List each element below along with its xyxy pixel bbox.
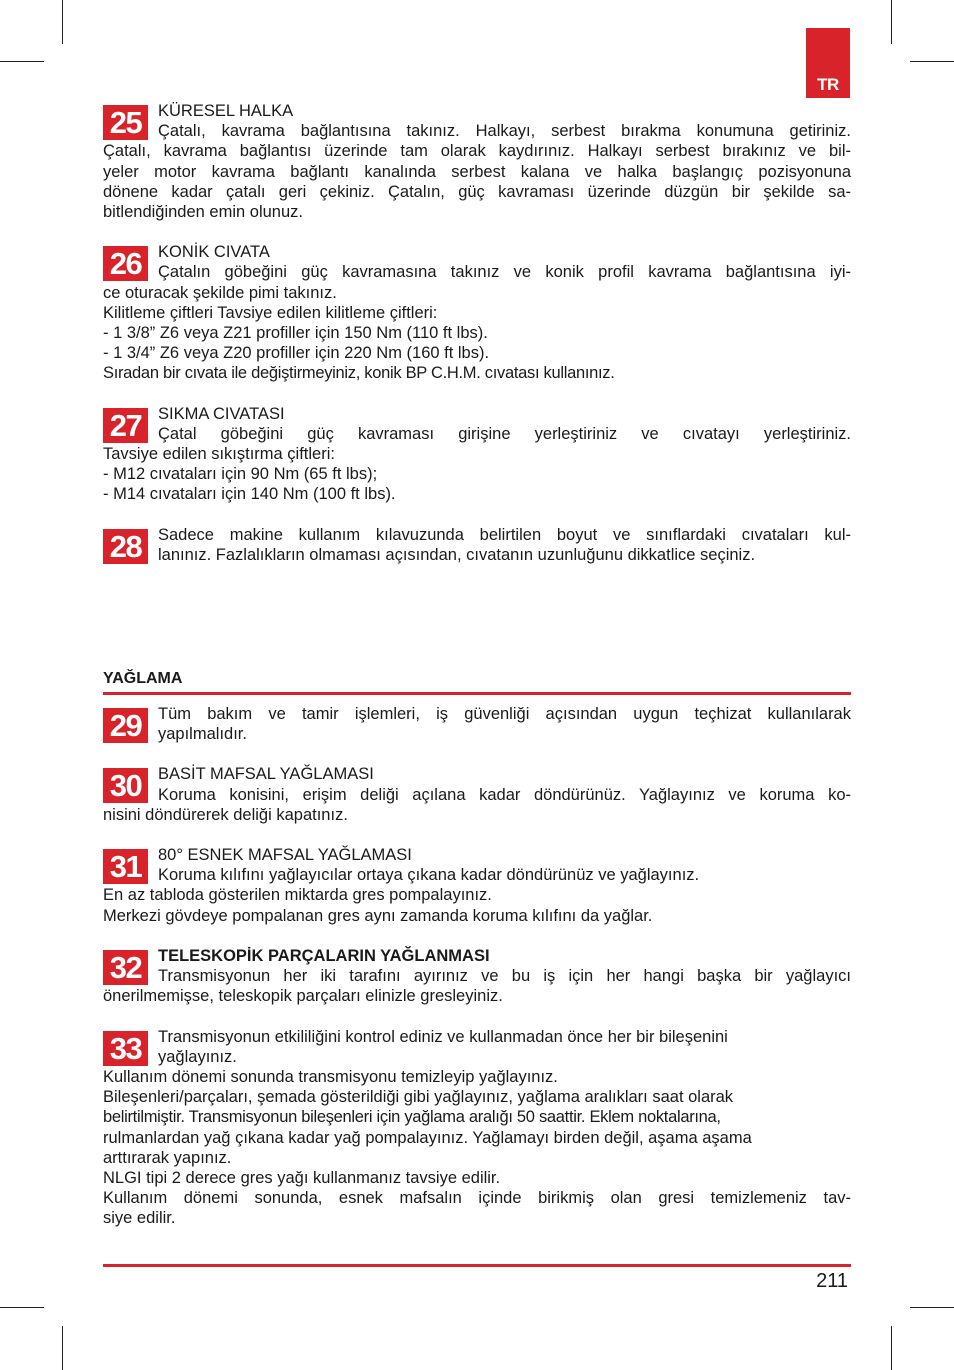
paragraph-line: Merkezi gövdeye pompalanan gres aynı zamanda koruma kılıfını da yağlar. — [103, 906, 653, 925]
paragraph-line: Tavsiye edilen sıkıştırma çiftleri: — [103, 445, 335, 464]
step-number-badge: 30 — [103, 768, 148, 803]
paragraph-line: Kullanım dönemi sonunda transmisyonu temizleyip yağlayınız. — [103, 1067, 558, 1086]
step-number-badge: 28 — [103, 529, 148, 564]
section-26 — [103, 242, 851, 383]
crop-mark — [891, 0, 892, 44]
step-number-badge: 29 — [103, 708, 148, 743]
section-30 — [103, 764, 851, 825]
paragraph-line: - M12 cıvataları için 90 Nm (65 ft lbs); — [103, 465, 378, 484]
section-title-lubrication: YAĞLAMA — [103, 670, 183, 688]
paragraph-line: En az tabloda gösterilen miktarda gres pompalayınız. — [103, 886, 492, 905]
paragraph-line: - M14 cıvataları için 140 Nm (100 ft lbs). — [103, 485, 396, 504]
paragraph-line: siye edilir. — [103, 1209, 176, 1228]
paragraph-line: Çatalı, kavrama bağlantısı üzerinde tam olarak kaydırınız. Halkayı serbest bırakınız ve bil- — [103, 142, 851, 161]
paragraph-line: bitlendiğinden emin olunuz. — [103, 203, 303, 222]
paragraph-line: Çatalın göbeğini güç kavramasına takınız ve konik profil kavrama bağlantısına iyi- — [158, 263, 851, 282]
paragraph-line: Kullanım dönemi sonunda, esnek mafsalın içinde birikmiş olan gresi temizlemeniz tav- — [103, 1189, 851, 1208]
section-28 — [103, 525, 851, 565]
section-heading: KÜRESEL HALKA — [158, 102, 294, 120]
section-27 — [103, 404, 851, 505]
crop-mark — [0, 1307, 44, 1308]
title-rule — [103, 692, 851, 695]
step-number-badge: 32 — [103, 950, 148, 985]
section-25 — [103, 101, 851, 222]
paragraph-line: Çatal göbeğini güç kavraması girişine yerleştiriniz ve cıvatayı yerleştiriniz. — [158, 424, 851, 443]
paragraph-line: yağlayınız. — [158, 1047, 237, 1066]
paragraph-line: Koruma konisini, erişim deliği açılana kadar döndürünüz. Yağlayınız ve koruma ko- — [158, 785, 851, 804]
crop-mark — [62, 0, 63, 44]
paragraph-line: Sadece makine kullanım kılavuzunda belirtilen boyut ve sınıflardaki cıvataları kul- — [158, 525, 851, 544]
section-32 — [103, 946, 851, 1007]
crop-mark — [910, 1307, 954, 1308]
step-number-badge: 25 — [103, 105, 148, 140]
paragraph-line: belirtilmiştir. Transmisyonun bileşenleri için yağlama aralığı 50 saattir. Eklem noktalarına, — [103, 1108, 721, 1127]
crop-mark — [891, 1326, 892, 1370]
paragraph-line: Çatalı, kavrama bağlantısına takınız. Halkayı, serbest bırakma konumuna getiriniz. — [158, 122, 851, 141]
paragraph-line: yeler motor kavrama bağlantı kanalında serbest kalana ve halka başlangıç pozisyonuna — [103, 162, 851, 181]
crop-mark — [910, 61, 954, 62]
section-heading: TELESKOPİK PARÇALARIN YAĞLANMASI — [158, 946, 490, 965]
crop-mark — [0, 61, 44, 62]
section-heading: 80° ESNEK MAFSAL YAĞLAMASI — [158, 846, 412, 865]
step-number-badge: 33 — [103, 1031, 148, 1066]
paragraph-line: rulmanlardan yağ çıkana kadar yağ pompalayınız. Yağlamayı birden değil, aşama aşama — [103, 1128, 752, 1147]
footer-rule — [103, 1264, 851, 1267]
paragraph-line: lanınız. Fazlalıkların olmaması açısından, cıvatanın uzunluğunu dikkatlice seçiniz. — [158, 545, 756, 564]
section-heading: SIKMA CIVATASI — [158, 404, 285, 423]
paragraph-line: Tüm bakım ve tamir işlemleri, iş güvenliği açısından uygun teçhizat kullanılarak — [158, 705, 851, 724]
paragraph-line: Sıradan bir cıvata ile değiştirmeyiniz, konik BP C.H.M. cıvatası kullanınız. — [103, 364, 615, 383]
section-31 — [103, 845, 851, 926]
paragraph-line: önerilmemişse, teleskopik parçaları elinizle gresleyiniz. — [103, 987, 503, 1006]
step-number-badge: 26 — [103, 246, 148, 281]
step-number-badge: 31 — [103, 849, 148, 884]
paragraph-line: Bileşenleri/parçaları, şemada gösterildiği gibi yağlayınız, yağlama aralıkları saat olarak — [103, 1088, 734, 1107]
page-content — [103, 101, 851, 1229]
language-tab-label: TR — [817, 75, 839, 94]
paragraph-line: Transmisyonun etkililiğini kontrol ediniz ve kullanmadan önce her bir bileşenini — [158, 1027, 728, 1046]
paragraph-line: Kilitleme çiftleri Tavsiye edilen kilitleme çiftleri: — [103, 303, 438, 322]
paragraph-line: Transmisyonun her iki tarafını ayırınız ve bu iş için her hangi başka bir yağlayıcı — [158, 967, 851, 986]
paragraph-line: - 1 3/8” Z6 veya Z21 profiller için 150 Nm (110 ft lbs). — [103, 324, 488, 343]
paragraph-line: - 1 3/4” Z6 veya Z20 profiller için 220 Nm (160 ft lbs). — [103, 344, 490, 363]
paragraph-line: yapılmalıdır. — [158, 725, 247, 744]
paragraph-line: nisini döndürerek deliği kapatınız. — [103, 805, 348, 824]
section-33 — [103, 1027, 851, 1229]
step-number-badge: 27 — [103, 408, 148, 443]
page-number: 211 — [816, 1270, 848, 1292]
crop-mark — [62, 1326, 63, 1370]
section-29 — [103, 704, 851, 744]
paragraph-line: ce oturacak şekilde pimi takınız. — [103, 283, 337, 302]
paragraph-line: dönene kadar çatalı geri çekiniz. Çatalın, güç kavraması üzerinde düzgün bir şekilde sa- — [103, 182, 851, 201]
section-heading: KONİK CIVATA — [158, 243, 270, 262]
section-heading: BASİT MAFSAL YAĞLAMASI — [158, 765, 374, 784]
paragraph-line: Koruma kılıfını yağlayıcılar ortaya çıkana kadar döndürünüz ve yağlayınız. — [158, 866, 700, 885]
paragraph-line: NLGI tipi 2 derece gres yağı kullanmanız tavsiye edilir. — [103, 1168, 501, 1187]
paragraph-line: arttırarak yapınız. — [103, 1148, 232, 1167]
language-tab — [806, 28, 850, 98]
